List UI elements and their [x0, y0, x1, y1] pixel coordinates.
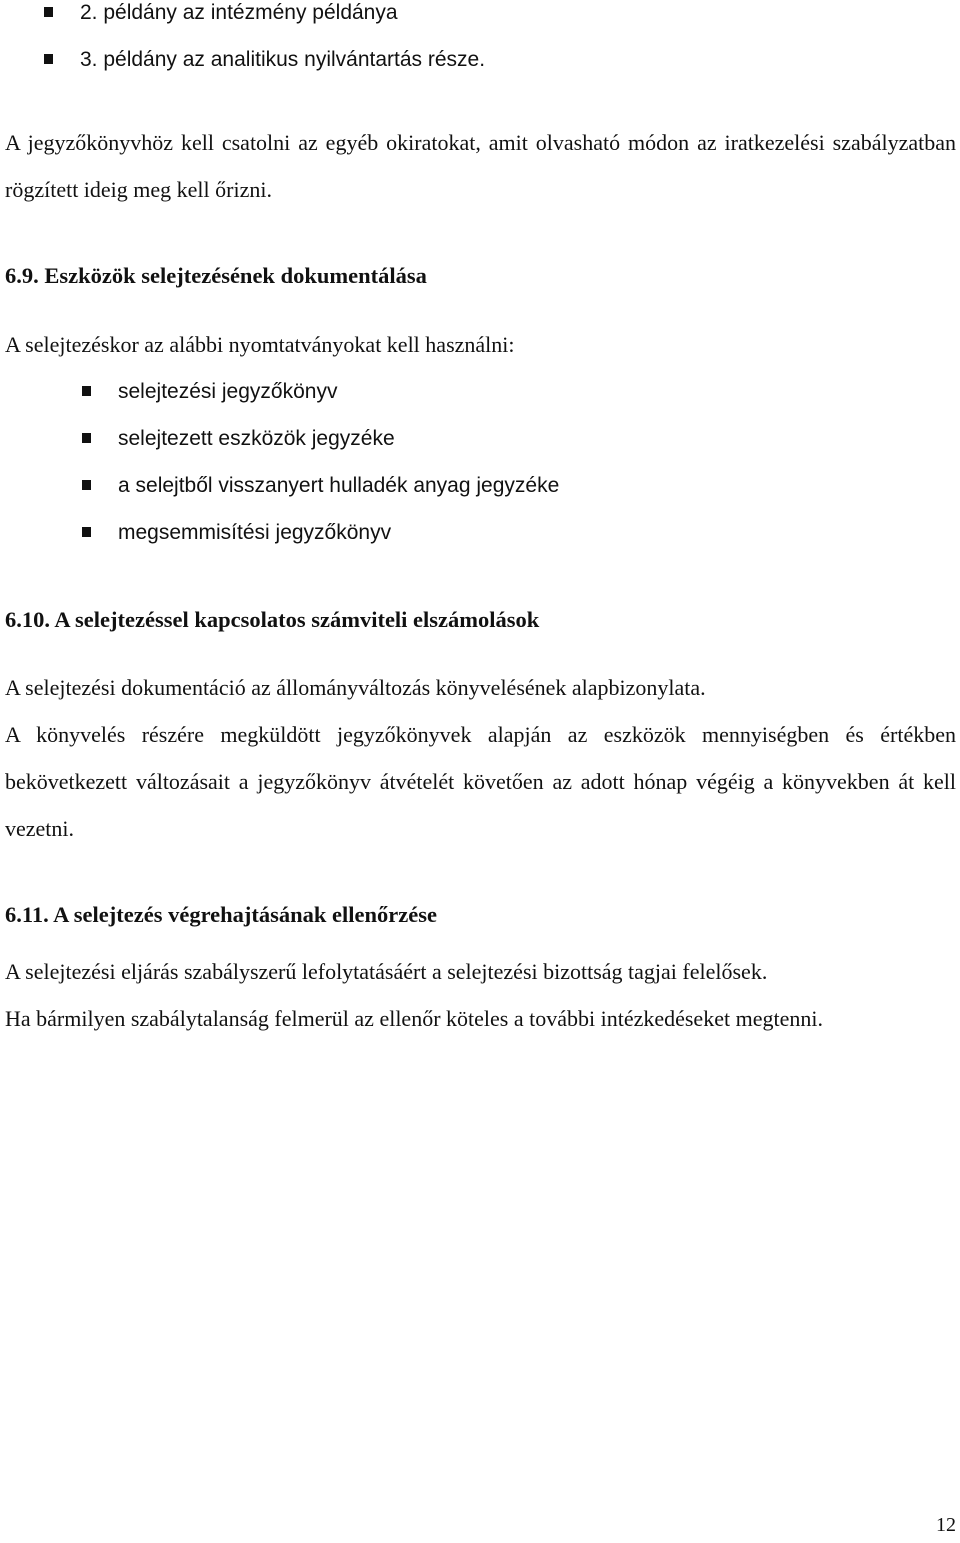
section-heading-6-11: 6.11. A selejtezés végrehajtásának ellenőrzése — [5, 902, 437, 927]
square-bullet-icon — [82, 527, 91, 537]
square-bullet-icon — [82, 433, 91, 443]
square-bullet-icon — [44, 54, 53, 64]
copies-list — [0, 0, 960, 83]
section-6-10-paragraph-1: A selejtezési dokumentáció az állományváltozás könyvelésének alapbizonylata. — [5, 675, 706, 700]
list-item-text: megsemmisítési jegyzőkönyv — [118, 521, 392, 544]
list-item-text: a selejtből visszanyert hulladék anyag jegyzéke — [118, 474, 560, 497]
list-item-text: selejtezett eszközök jegyzéke — [118, 427, 395, 450]
list-item — [0, 36, 960, 83]
square-bullet-icon — [82, 386, 91, 396]
list-item — [0, 368, 960, 415]
square-bullet-icon — [82, 480, 91, 490]
section-6-11-paragraph-2: Ha bármilyen szabálytalanság felmerül az ellenőr köteles a további intézkedéseket megtenni. — [5, 1006, 823, 1031]
intro-paragraph: A jegyzőkönyvhöz kell csatolni az egyéb okiratokat, amit olvasható módon az iratkezelési szabályzatban rögzített ideig meg kell őrizni. — [5, 130, 956, 202]
list-item — [0, 415, 960, 462]
list-item-text: selejtezési jegyzőkönyv — [118, 380, 338, 403]
forms-list — [0, 368, 960, 556]
square-bullet-icon — [44, 7, 53, 17]
page-number: 12 — [936, 1514, 956, 1536]
section-6-9-intro: A selejtezéskor az alábbi nyomtatványokat kell használni: — [5, 332, 515, 357]
section-6-10-paragraph-2: A könyvelés részére megküldött jegyzőkönyvek alapján az eszközök mennyiségben és értékben bekövetkezett változásait a jegyzőkönyv átvételét követően az adott hónap végéig a könyvekben át kell vezetni. — [5, 722, 956, 841]
section-heading-6-10: 6.10. A selejtezéssel kapcsolatos számviteli elszámolások — [5, 607, 540, 632]
list-item — [0, 462, 960, 509]
list-item — [0, 509, 960, 556]
list-item-text: 3. példány az analitikus nyilvántartás része. — [80, 48, 486, 71]
section-heading-6-9: 6.9. Eszközök selejtezésének dokumentálása — [5, 263, 427, 288]
section-6-11-paragraph-1: A selejtezési eljárás szabályszerű lefolytatásáért a selejtezési bizottság tagjai felelősek. — [5, 959, 768, 984]
list-item — [0, 0, 960, 36]
list-item-text: 2. példány az intézmény példánya — [80, 1, 398, 24]
